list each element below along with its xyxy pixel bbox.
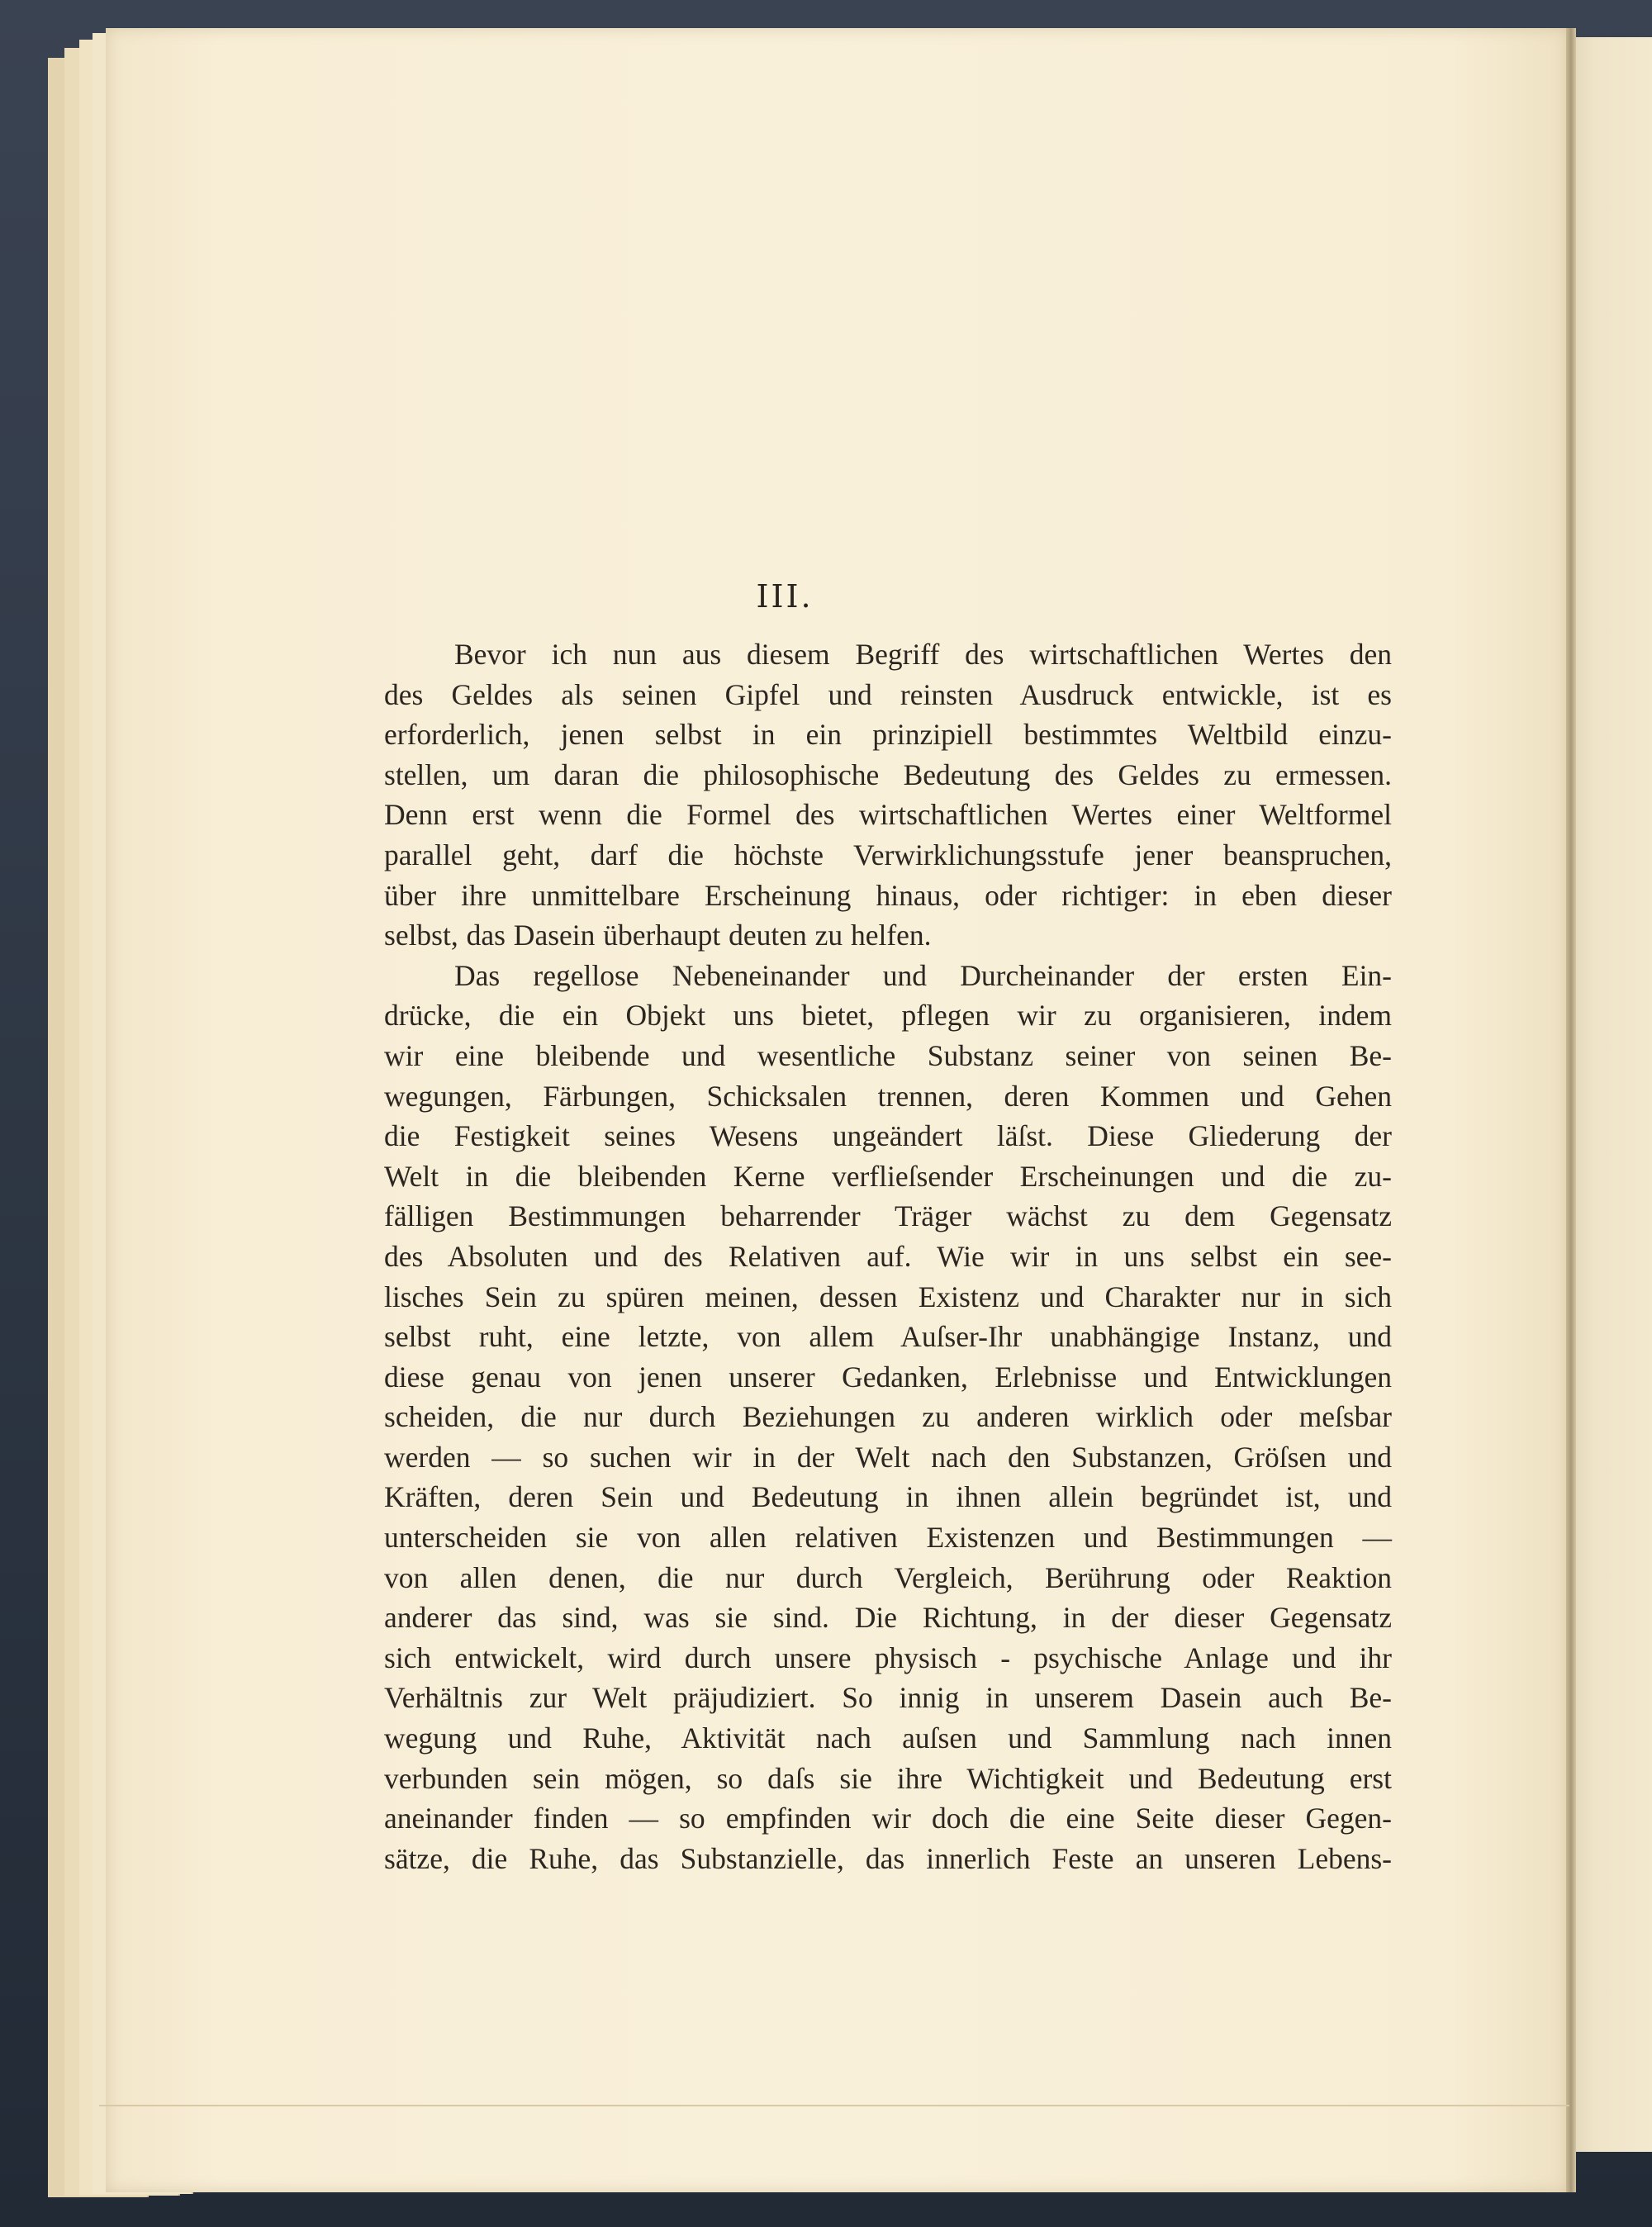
body-text <box>384 634 1392 1878</box>
text-line: aneinander finden — so empfinden wir doch die eine Seite dieser Gegen- <box>384 1802 1392 1835</box>
text-line: die Festigkeit seines Wesens ungeändert läſst. Diese Gliederung der <box>384 1119 1392 1153</box>
text-line: sich entwickelt, wird durch unsere physisch - psychische Anlage und ihr <box>384 1641 1392 1674</box>
text-line: Welt in die bleibenden Kerne verflieſsender Erscheinungen und die zu- <box>384 1159 1392 1193</box>
text-line: des Absoluten und des Relativen auf. Wie wir in uns selbst ein see- <box>384 1239 1392 1273</box>
text-line: erforderlich, jenen selbst in ein prinzipiell bestimmtes Weltbild einzu- <box>384 718 1392 752</box>
text-line: über ihre unmittelbare Erscheinung hinaus, oder richtiger: in eben dieser <box>384 878 1392 912</box>
text-line: Das regellose Nebeneinander und Durcheinander der ersten Ein- <box>454 958 1392 992</box>
text-line: verbunden sein mögen, so daſs sie ihre Wichtigkeit und Bedeutung erst <box>384 1761 1392 1795</box>
text-line: wegungen, Färbungen, Schicksalen trennen, deren Kommen und Gehen <box>384 1079 1392 1113</box>
text-line: diese genau von jenen unserer Gedanken, Erlebnisse und Entwicklungen <box>384 1360 1392 1394</box>
text-line: werden — so suchen wir in der Welt nach den Substanzen, Gröſsen und <box>384 1440 1392 1474</box>
text-line: des Geldes als seinen Gipfel und reinsten Ausdruck entwickle, ist es <box>384 677 1392 711</box>
text-line: scheiden, die nur durch Beziehungen zu anderen wirklich oder meſsbar <box>384 1400 1392 1434</box>
text-line: lisches Sein zu spüren meinen, dessen Existenz und Charakter nur in sich <box>384 1280 1392 1313</box>
text-line: wegung und Ruhe, Aktivität nach auſsen und Sammlung nach innen <box>384 1721 1392 1755</box>
text-line: selbst, das Dasein überhaupt deuten zu helfen. <box>384 919 932 952</box>
text-line: parallel geht, darf die höchste Verwirklichungsstufe jener beanspruchen, <box>384 838 1392 871</box>
chapter-heading: III. <box>756 578 814 615</box>
text-line: Bevor ich nun aus diesem Begriff des wirtschaftlichen Wertes den <box>454 638 1392 671</box>
text-line: anderer das sind, was sie sind. Die Richtung, in der dieser Gegensatz <box>384 1601 1392 1635</box>
paragraph <box>384 634 1392 956</box>
text-line: stellen, um daran die philosophische Bedeutung des Geldes zu ermessen. <box>384 757 1392 791</box>
text-line: von allen denen, die nur durch Vergleich, Berührung oder Reaktion <box>384 1560 1392 1594</box>
paragraph <box>384 956 1392 1879</box>
text-line: selbst ruht, eine letzte, von allem Auſser-Ihr unabhängige Instanz, und <box>384 1320 1392 1354</box>
text-line: drücke, die ein Objekt uns bietet, pflegen wir zu organisieren, indem <box>384 999 1392 1033</box>
page-gutter <box>1566 28 1576 2192</box>
text-line: unterscheiden sie von allen relativen Existenzen und Bestimmungen — <box>384 1521 1392 1555</box>
text-line: sätze, die Ruhe, das Substanzielle, das innerlich Feste an unseren Lebens- <box>384 1841 1392 1875</box>
text-line: Denn erst wenn die Formel des wirtschaftlichen Wertes einer Weltformel <box>384 798 1392 832</box>
text-line: fälligen Bestimmungen beharrender Träger wächst zu dem Gegensatz <box>384 1199 1392 1233</box>
text-line: Verhältnis zur Welt präjudiziert. So innig in unserem Dasein auch Be- <box>384 1681 1392 1715</box>
text-line: wir eine bleibende und wesentliche Substanz seiner von seinen Be- <box>384 1038 1392 1072</box>
text-line: Kräften, deren Sein und Bedeutung in ihnen allein begründet ist, und <box>384 1480 1392 1514</box>
page-bottom-edge <box>99 2105 1569 2115</box>
